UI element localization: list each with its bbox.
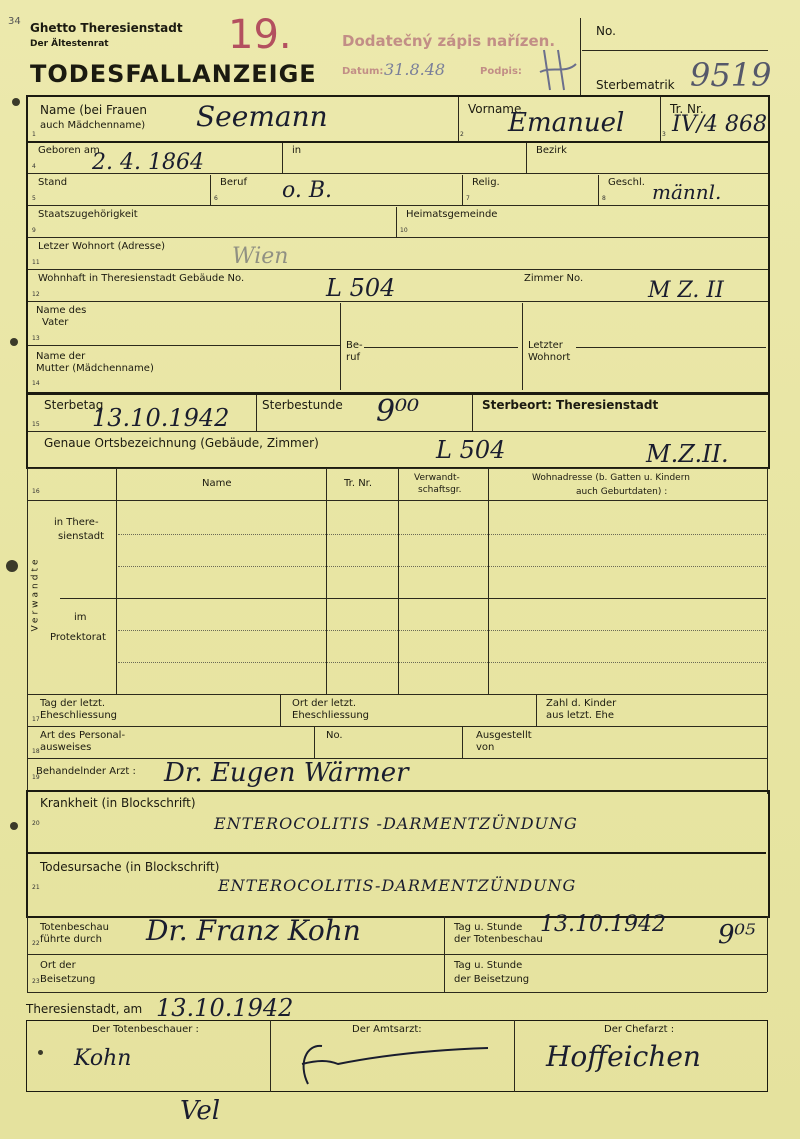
ortsbez-label: Genaue Ortsbezeichnung (Gebäude, Zimmer) <box>44 436 319 450</box>
arzt-value: Dr. Eugen Wärmer <box>164 758 409 788</box>
wohnort-value: Wien <box>232 244 289 269</box>
tag-stunde-time: 9⁰⁵ <box>718 920 756 950</box>
vater-label-2: Vater <box>42 317 69 328</box>
zimmer-label: Zimmer No. <box>524 273 584 284</box>
rel-separator <box>60 598 766 599</box>
line-number: 16 <box>32 488 40 495</box>
red-number: 19. <box>228 12 292 58</box>
line-number: 19 <box>32 774 40 781</box>
marriage-ort-label: Ort der letzt. <box>292 698 357 709</box>
beisetzung-label: Tag u. Stunde <box>454 960 523 971</box>
row3-divider-1 <box>210 175 211 205</box>
no-label: No. <box>596 24 616 38</box>
row4-divider <box>396 207 397 237</box>
rel-dot-2 <box>118 566 766 567</box>
tag-stunde-label: Tag u. Stunde <box>454 922 523 933</box>
rel-wohn-col: Wohnadresse (b. Gatten u. Kindern <box>532 473 690 483</box>
totenbeschauer-signature: Kohn <box>74 1046 132 1071</box>
insp-ort-label-2: Beisetzung <box>40 974 96 985</box>
insp-bottom <box>27 992 767 993</box>
vorname-label: Vorname <box>468 102 522 116</box>
marriage-divider-1 <box>280 694 281 726</box>
rel-col-3 <box>398 468 399 694</box>
wohnhaft-label: Wohnhaft in Theresienstadt Gebäude No. <box>38 273 245 284</box>
rel-name-col: Name <box>202 478 232 489</box>
marriage-zahl-label: Zahl d. Kinder <box>546 698 617 709</box>
geboren-label: Geboren am <box>38 145 100 156</box>
vorname-value: Emanuel <box>508 108 625 138</box>
letzter-label-2: Wohnort <box>528 352 571 363</box>
ausweis-no-label: No. <box>326 730 343 741</box>
parents-mid-rule <box>28 345 340 346</box>
tag-stunde-value: 13.10.1942 <box>540 912 666 937</box>
marriage-tag-label: Tag der letzt. <box>40 698 106 709</box>
rel-bottom <box>27 694 767 695</box>
row2-bottom <box>28 173 768 174</box>
form-title: TODESFALLANZEIGE <box>30 60 317 88</box>
totenbeschauer-label: Der Totenbeschauer : <box>92 1024 199 1035</box>
line-number: 23 <box>32 978 40 985</box>
ortsbez-value-2: M.Z.II. <box>646 440 729 468</box>
beisetzung-label-2: der Beisetzung <box>454 974 530 985</box>
relatives-left-border <box>27 468 28 794</box>
geschl-value: männl. <box>652 180 722 204</box>
amtsarzt-label: Der Amtsarzt: <box>352 1024 422 1035</box>
krankheit-label: Krankheit (in Blockschrift) <box>40 796 196 810</box>
letzter-rule <box>576 347 766 348</box>
vater-label: Name des <box>36 305 87 316</box>
line-number: 1 <box>32 131 36 138</box>
rel-im: im <box>74 612 87 623</box>
rel-wohn-col-2: auch Geburtdaten) : <box>576 487 668 497</box>
header-rule <box>582 50 768 51</box>
row2-divider-2 <box>526 143 527 173</box>
relatives-top <box>27 468 767 469</box>
in-label: in <box>292 145 302 156</box>
rel-tr-col: Tr. Nr. <box>344 478 373 489</box>
relig-label: Relig. <box>472 177 500 188</box>
rel-verw-col-2: schaftsgr. <box>418 485 462 495</box>
marriage-tag-label-2: Eheschliessung <box>40 710 118 721</box>
header-divider <box>580 18 581 96</box>
name-label: Name (bei Frauen <box>40 103 147 117</box>
staats-label: Staatszugehörigkeit <box>38 209 138 220</box>
punch-hole <box>38 1050 43 1055</box>
insp-right-border <box>767 916 768 992</box>
relatives-right-border <box>767 468 768 794</box>
bezirk-label: Bezirk <box>536 145 567 156</box>
rel-col-4 <box>488 468 489 694</box>
stamp-datum-label: Datum: <box>342 66 384 77</box>
death-divider-1 <box>256 395 257 431</box>
letzter-label: Letzter <box>528 340 563 351</box>
sterbetag-label: Sterbetag <box>44 398 104 412</box>
row2-divider-1 <box>282 143 283 173</box>
wohnhaft-value: L 504 <box>326 274 396 302</box>
ursache-label: Todesursache (in Blockschrift) <box>40 860 220 874</box>
sterbematrik-label: Sterbematrik <box>596 78 675 92</box>
sig-divider-2 <box>514 1020 515 1092</box>
line-number: 5 <box>32 195 36 202</box>
line-number: 13 <box>32 335 40 342</box>
mutter-label-2: Mutter (Mädchenname) <box>36 363 154 374</box>
stamp-datum-value: 31.8.48 <box>384 60 446 79</box>
name-label-2: auch Mädchenname) <box>40 120 146 131</box>
rel-col-2 <box>326 468 327 694</box>
chefarzt-signature: Hoffeichen <box>546 1040 701 1073</box>
marriage-zahl-label-2: aus letzt. Ehe <box>546 710 615 721</box>
line-number: 2 <box>460 131 464 138</box>
row3-bottom <box>28 205 768 206</box>
beruf-label: Beruf <box>220 177 247 188</box>
totenbeschau-label: Totenbeschau <box>40 922 109 933</box>
totenbeschau-label-2: führte durch <box>40 934 102 945</box>
death-divider-2 <box>472 395 473 431</box>
rel-verwandte: Verwandte <box>30 556 41 632</box>
sterbeort-label: Sterbeort: Theresienstadt <box>482 398 659 412</box>
rel-dot-1 <box>118 534 766 535</box>
rel-dot-4 <box>118 662 766 663</box>
row4-bottom <box>28 237 768 238</box>
marriage-art-label: Art des Personal- <box>40 730 126 741</box>
punch-hole <box>10 822 18 830</box>
chefarzt-label: Der Chefarzt : <box>604 1024 675 1035</box>
sterbetag-value: 13.10.1942 <box>92 404 230 432</box>
ursache-value: ENTEROCOLITIS-DARMENTZÜNDUNG <box>218 876 577 895</box>
rel-in-there-2: sienstadt <box>58 531 105 542</box>
rel-header-bottom <box>27 500 767 501</box>
tr-label: Tr. Nr. <box>670 102 704 116</box>
line-number: 6 <box>214 195 218 202</box>
line-number: 3 <box>662 131 666 138</box>
mutter-label: Name der <box>36 351 86 362</box>
punch-hole <box>10 338 18 346</box>
stamp-signature <box>536 44 580 94</box>
zimmer-value: M Z. II <box>648 278 724 303</box>
beruf-value: o. B. <box>282 178 333 203</box>
line-number: 15 <box>32 421 40 428</box>
bottom-mark: Vel <box>180 1096 221 1126</box>
stand-label: Stand <box>38 177 68 188</box>
line-number: 11 <box>32 259 40 266</box>
punch-hole <box>12 98 20 106</box>
org-line-1: Ghetto Theresienstadt <box>30 21 183 35</box>
row5-bottom <box>28 269 768 270</box>
stamp-text: Dodatečný zápis nařízen. <box>342 32 556 50</box>
ausgestellt-label: Ausgestellt <box>476 730 532 741</box>
row6-bottom <box>28 301 768 302</box>
sterbematrik-value: 9519 <box>690 56 772 94</box>
line-number: 21 <box>32 884 40 891</box>
line-number: 12 <box>32 291 40 298</box>
line-number: 4 <box>32 163 36 170</box>
marriage-art-label-2: ausweises <box>40 742 92 753</box>
death-mid-rule <box>28 431 766 432</box>
page-mark: 34 <box>8 16 21 27</box>
ortsbez-value-1: L 504 <box>436 436 506 464</box>
beruf2-rule <box>364 347 518 348</box>
place-date-label: Theresienstadt, am <box>26 1002 143 1016</box>
line-number: 8 <box>602 195 606 202</box>
sterbestunde-label: Sterbestunde <box>262 398 343 412</box>
ausgestellt-label-2: von <box>476 742 495 753</box>
beruf2-label: Be- <box>346 340 363 351</box>
row1-bottom <box>26 141 768 143</box>
amtsarzt-signature <box>288 1034 504 1090</box>
tr-value: IV/4 868 <box>672 112 767 137</box>
line-number: 20 <box>32 820 40 827</box>
rel-verw-col: Verwandt- <box>414 473 460 483</box>
line-number: 18 <box>32 748 40 755</box>
rel-col-1 <box>116 468 117 694</box>
marriage-ort-label-2: Eheschliessung <box>292 710 370 721</box>
sterbestunde-value: 9⁰⁰ <box>376 394 420 429</box>
geboren-value: 2. 4. 1864 <box>92 150 204 175</box>
tag-stunde-label-2: der Totenbeschau <box>454 934 543 945</box>
name-value: Seemann <box>196 100 328 133</box>
ausweis-divider-2 <box>462 726 463 758</box>
place-date-value: 13.10.1942 <box>156 994 294 1022</box>
row1-divider-2 <box>660 97 661 141</box>
line-number: 14 <box>32 380 40 387</box>
insp-ort-label: Ort der <box>40 960 76 971</box>
stamp-podpis-label: Podpis: <box>480 66 522 77</box>
medical-mid-rule <box>28 852 766 854</box>
parents-divider-1 <box>340 303 341 390</box>
punch-hole <box>6 560 18 572</box>
line-number: 22 <box>32 940 40 947</box>
org-line-2: Der Ältestenrat <box>30 39 109 49</box>
row3-divider-3 <box>598 175 599 205</box>
wohnort-label: Letzer Wohnort (Adresse) <box>38 241 166 252</box>
ausweis-divider-1 <box>314 726 315 758</box>
line-number: 17 <box>32 716 40 723</box>
line-number: 7 <box>466 195 470 202</box>
row1-divider-1 <box>458 97 459 141</box>
line-number: 9 <box>32 227 36 234</box>
krankheit-value: ENTEROCOLITIS -DARMENTZÜNDUNG <box>214 814 578 833</box>
marriage-divider-2 <box>536 694 537 726</box>
rel-dot-3 <box>118 630 766 631</box>
parents-divider-2 <box>522 303 523 390</box>
rel-protektorat: Protektorat <box>50 632 106 643</box>
totenbeschau-value: Dr. Franz Kohn <box>146 914 361 947</box>
sig-divider-1 <box>270 1020 271 1092</box>
heimat-label: Heimatsgemeinde <box>406 209 498 220</box>
row3-divider-2 <box>462 175 463 205</box>
marriage-bottom <box>27 726 767 727</box>
rel-in-there: in There- <box>54 517 99 528</box>
geschl-label: Geschl. <box>608 177 645 188</box>
line-number: 10 <box>400 227 408 234</box>
insp-mid-rule <box>27 954 767 955</box>
beruf2-label-2: ruf <box>346 352 360 363</box>
arzt-label: Behandelnder Arzt : <box>36 766 136 777</box>
